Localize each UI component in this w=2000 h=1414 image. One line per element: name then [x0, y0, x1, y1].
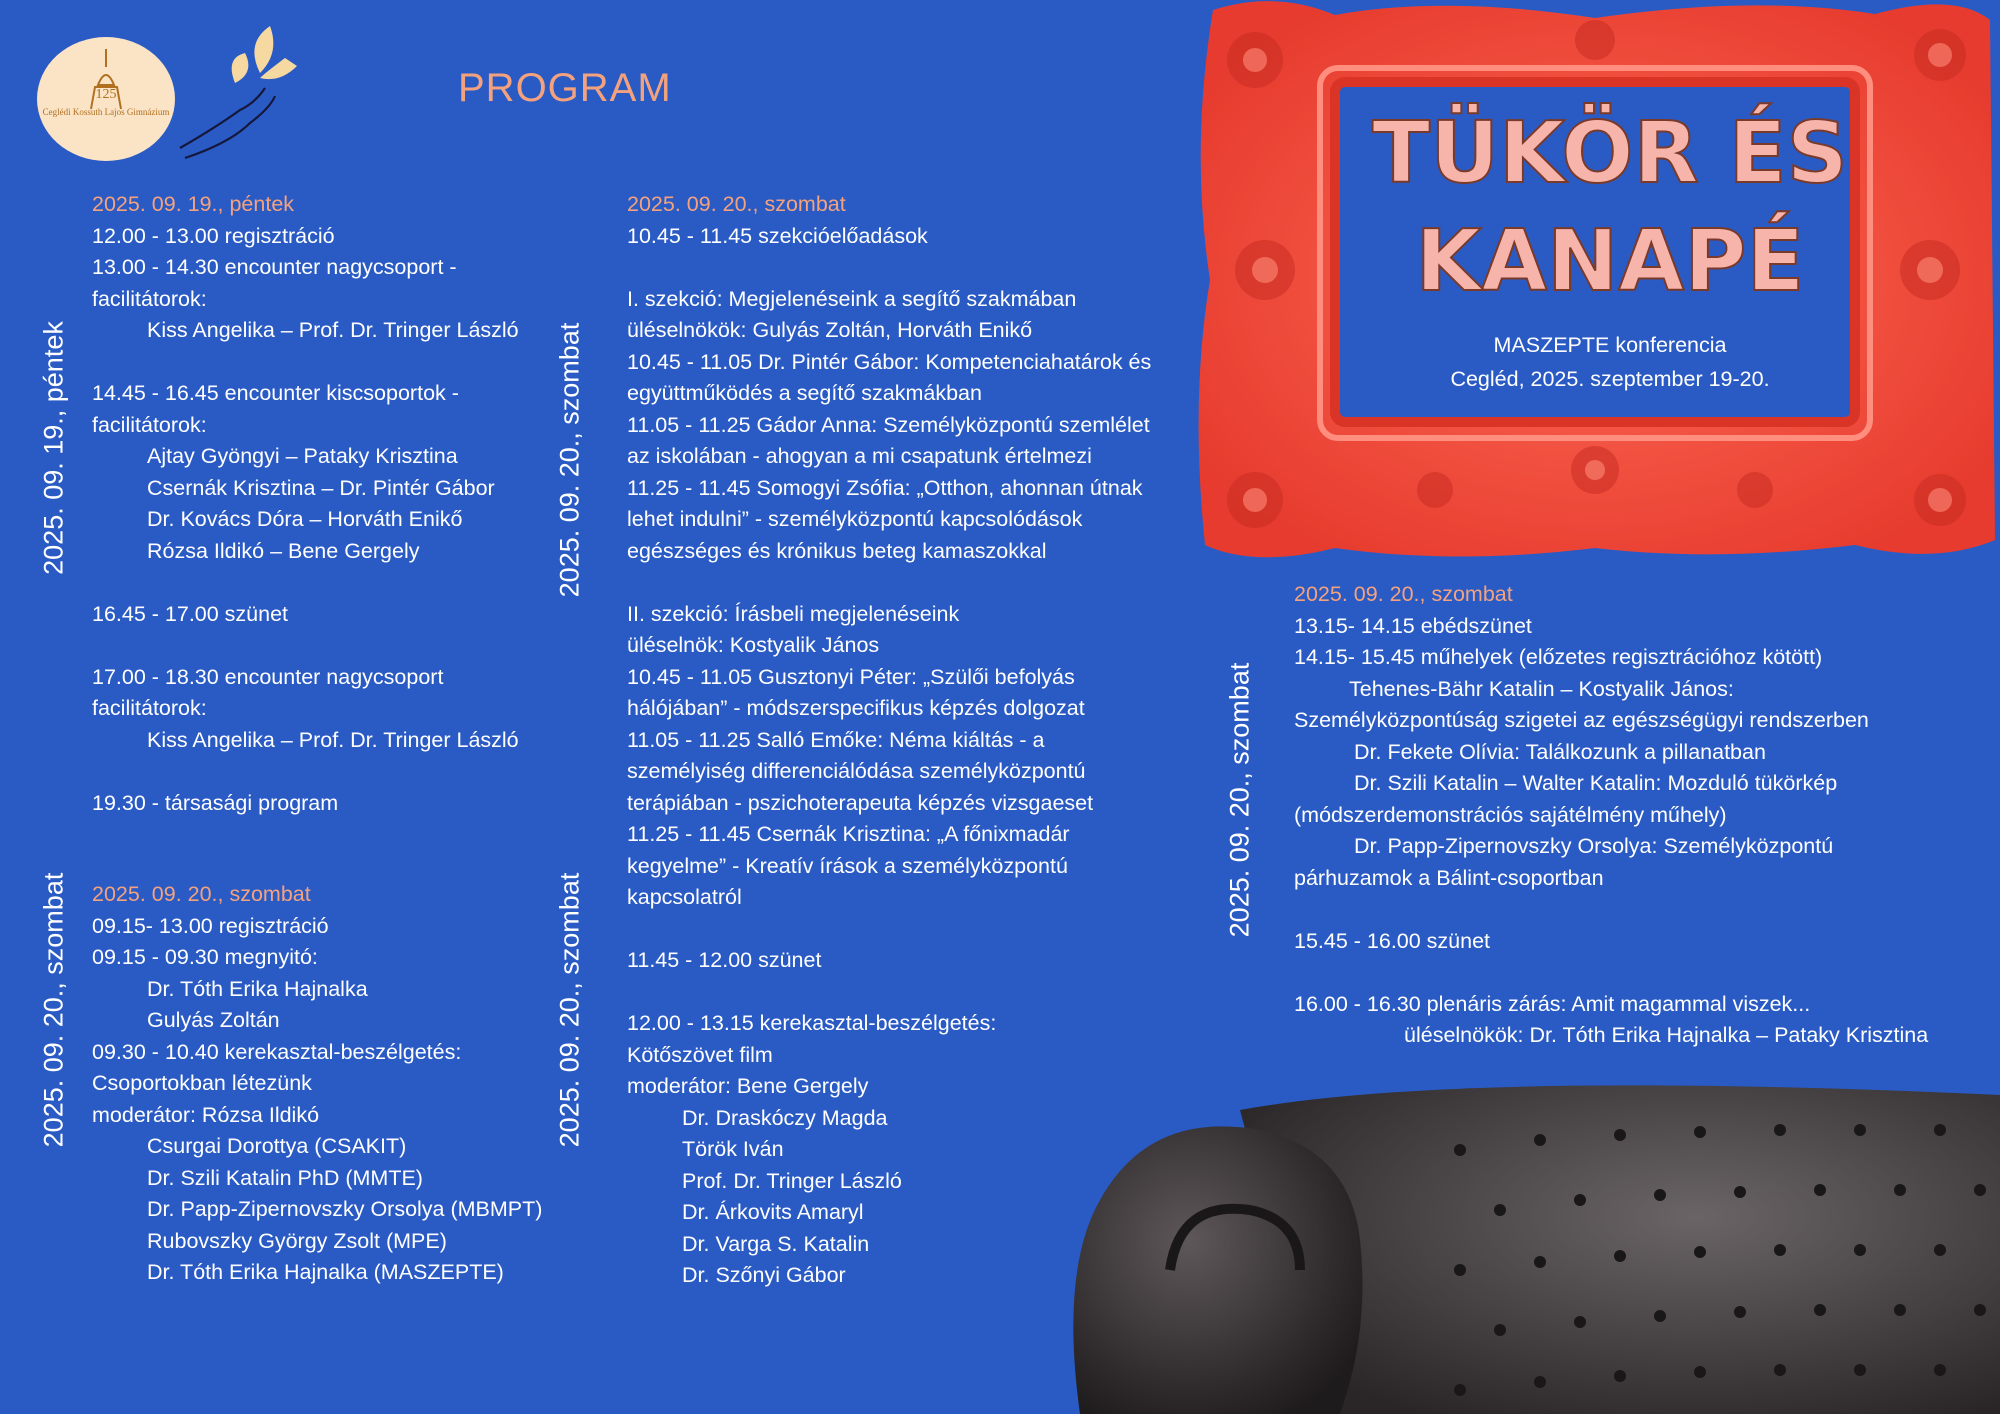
schedule-line: 14.15- 15.45 műhelyek (előzetes regisztrációhoz kötött) [1294, 645, 1823, 669]
schedule-line: egészséges és krónikus beteg kamaszokkal [627, 538, 1047, 563]
school-logo [37, 37, 175, 161]
logo-number: 125 [95, 87, 117, 102]
schedule-line: (módszerdemonstrációs sajátélmény műhely) [1294, 802, 1727, 827]
schedule-line: facilitátorok: [92, 696, 207, 720]
friday-schedule [92, 189, 519, 819]
schedule-line: 10.45 - 11.05 Dr. Pintér Gábor: Kompetenciahatárok és [627, 349, 1152, 374]
schedule-line: 11.45 - 12.00 szünet [627, 948, 822, 972]
logo-text: Ceglédi Kossuth Lajos Gimnázium [42, 107, 170, 117]
schedule-line: üléselnök: Kostyalik János [627, 633, 880, 657]
schedule-line: Prof. Dr. Tringer László [682, 1168, 902, 1193]
leather-sofa-image [1060, 1070, 2000, 1414]
butterfly-hand-icon [175, 18, 305, 163]
schedule-line: 12.00 - 13.00 regisztráció [92, 223, 335, 248]
schedule-line: Kiss Angelika – Prof. Dr. Tringer László [147, 318, 519, 342]
schedule-line: 11.25 - 11.45 Somogyi Zsófia: „Otthon, ahonnan útnak [627, 475, 1143, 500]
schedule-line: 11.25 - 11.45 Csernák Krisztina: „A főnixmadár [627, 822, 1070, 846]
schedule-line: kegyelme” - Kreatív írások a személyközpontú [627, 853, 1068, 878]
schedule-line: párhuzamok a Bálint-csoportban [1294, 865, 1604, 890]
schedule-line: Csernák Krisztina – Dr. Pintér Gábor [147, 475, 495, 500]
schedule-line: Dr. Varga S. Katalin [682, 1231, 870, 1256]
schedule-line: 13.00 - 14.30 encounter nagycsoport - [92, 255, 457, 279]
schedule-line: Dr. Szőnyi Gábor [682, 1263, 846, 1287]
saturday-afternoon-schedule [1294, 579, 1928, 1052]
schedule-line: üléselnökök: Dr. Tóth Erika Hajnalka – Pataky Krisztina [1404, 1023, 1929, 1047]
title-line-1: TÜKÖR ÉS [1372, 104, 1848, 203]
schedule-line: 19.30 - társasági program [92, 790, 339, 815]
schedule-line: Török Iván [682, 1137, 784, 1161]
schedule-line: Kötőszövet film [627, 1042, 773, 1067]
saturday-date: 2025. 09. 20., szombat [627, 192, 846, 216]
saturday-morning-schedule [92, 879, 542, 1289]
schedule-line: facilitátorok: [92, 412, 207, 437]
schedule-line: 14.45 - 16.45 encounter kiscsoportok - [92, 381, 459, 405]
schedule-line: 11.05 - 11.25 Salló Emőke: Néma kiáltás - a [627, 727, 1045, 752]
schedule-line: 09.30 - 10.40 kerekasztal-beszélgetés: [92, 1039, 462, 1064]
schedule-line: az iskolában - ahogyan a mi csapatunk értelmezi [627, 444, 1092, 468]
schedule-line: 09.15- 13.00 regisztráció [92, 913, 329, 938]
conference-name: MASZEPTE konferencia [1493, 333, 1727, 357]
schedule-line: üléselnökök: Gulyás Zoltán, Horváth Enikő [627, 318, 1033, 342]
schedule-line: Dr. Szili Katalin – Walter Katalin: Mozduló tükörkép [1354, 771, 1838, 795]
conference-place-date: Cegléd, 2025. szeptember 19-20. [1450, 367, 1770, 391]
friday-date: 2025. 09. 19., péntek [92, 192, 295, 216]
schedule-line: 10.45 - 11.05 Gusztonyi Péter: „Szülői befolyás [627, 664, 1075, 689]
schedule-line: 17.00 - 18.30 encounter nagycsoport [92, 664, 444, 689]
schedule-line: Dr. Tóth Erika Hajnalka (MASZEPTE) [147, 1260, 504, 1284]
schedule-line: hálójában” - módszerspecifikus képzés dolgozat [627, 696, 1085, 720]
schedule-line: 15.45 - 16.00 szünet [1294, 928, 1491, 953]
schedule-line: II. szekció: Írásbeli megjelenéseink [627, 601, 960, 626]
schedule-line: facilitátorok: [92, 286, 207, 311]
schedule-line: 11.05 - 11.25 Gádor Anna: Személyközpontú szemlélet [627, 412, 1150, 437]
schedule-line: Dr. Tóth Erika Hajnalka [147, 976, 368, 1001]
schedule-line: 13.15- 14.15 ebédszünet [1294, 613, 1532, 638]
saturday-sections-schedule [627, 189, 1151, 1292]
schedule-line: Dr. Kovács Dóra – Horváth Enikő [147, 507, 463, 531]
schedule-line: Dr. Fekete Olívia: Találkozunk a pillanatban [1354, 739, 1766, 764]
side-label-friday: 2025. 09. 19., péntek [38, 321, 69, 575]
saturday-date: 2025. 09. 20., szombat [1294, 582, 1513, 606]
schedule-line: I. szekció: Megjelenéseink a segítő szakmában [627, 286, 1077, 311]
schedule-line: Személyközpontúság szigetei az egészségügyi rendszerben [1294, 708, 1869, 732]
saturday-date: 2025. 09. 20., szombat [92, 882, 311, 906]
schedule-line: 12.00 - 13.15 kerekasztal-beszélgetés: [627, 1011, 997, 1035]
schedule-line: Dr. Papp-Zipernovszky Orsolya (MBMPT) [147, 1197, 543, 1221]
side-label-saturday-c: 2025. 09. 20., szombat [554, 872, 585, 1148]
program-heading: PROGRAM [458, 66, 672, 110]
side-label-saturday-a: 2025. 09. 20., szombat [554, 322, 585, 598]
side-label-saturday-d: 2025. 09. 20., szombat [1224, 662, 1255, 938]
schedule-line: lehet indulni” - személyközpontú kapcsolódások [627, 507, 1083, 531]
schedule-line: Dr. Szili Katalin PhD (MMTE) [147, 1165, 423, 1190]
schedule-line: Tehenes-Bähr Katalin – Kostyalik János: [1349, 676, 1734, 701]
schedule-line: Rubovszky György Zsolt (MPE) [147, 1228, 447, 1253]
schedule-line: Gulyás Zoltán [147, 1008, 280, 1032]
schedule-line: terápiában - pszichoterapeuta képzés vizsgaeset [627, 790, 1094, 815]
title-line-2: KANAPÉ [1415, 212, 1805, 311]
schedule-line: együttműködés a segítő szakmákban [627, 381, 982, 405]
schedule-line: moderátor: Rózsa Ildikó [92, 1102, 320, 1127]
schedule-line: Dr. Árkovits Amaryl [682, 1200, 864, 1224]
schedule-line: 09.15 - 09.30 megnyitó: [92, 945, 318, 969]
schedule-line: Csurgai Dorottya (CSAKIT) [147, 1134, 407, 1158]
schedule-line: Kiss Angelika – Prof. Dr. Tringer László [147, 727, 519, 752]
main-title [1340, 100, 1880, 316]
schedule-line: személyiség differenciálódása személyközpontú [627, 759, 1086, 783]
schedule-line: Ajtay Gyöngyi – Pataky Krisztina [147, 444, 458, 468]
schedule-line: moderátor: Bene Gergely [627, 1074, 869, 1098]
schedule-line: kapcsolatról [627, 885, 742, 909]
schedule-line: Dr. Draskóczy Magda [682, 1105, 888, 1130]
schedule-line: Csoportokban létezünk [92, 1071, 312, 1095]
schedule-line: 10.45 - 11.45 szekcióelőadások [627, 223, 928, 248]
side-label-saturday-b: 2025. 09. 20., szombat [38, 872, 69, 1148]
conference-subtitle [1340, 328, 1880, 396]
schedule-line: Rózsa Ildikó – Bene Gergely [147, 538, 420, 563]
schedule-line: 16.00 - 16.30 plenáris zárás: Amit magammal viszek... [1294, 991, 1811, 1016]
schedule-line: Dr. Papp-Zipernovszky Orsolya: Személyközpontú [1354, 834, 1834, 858]
schedule-line: 16.45 - 17.00 szünet [92, 601, 289, 626]
